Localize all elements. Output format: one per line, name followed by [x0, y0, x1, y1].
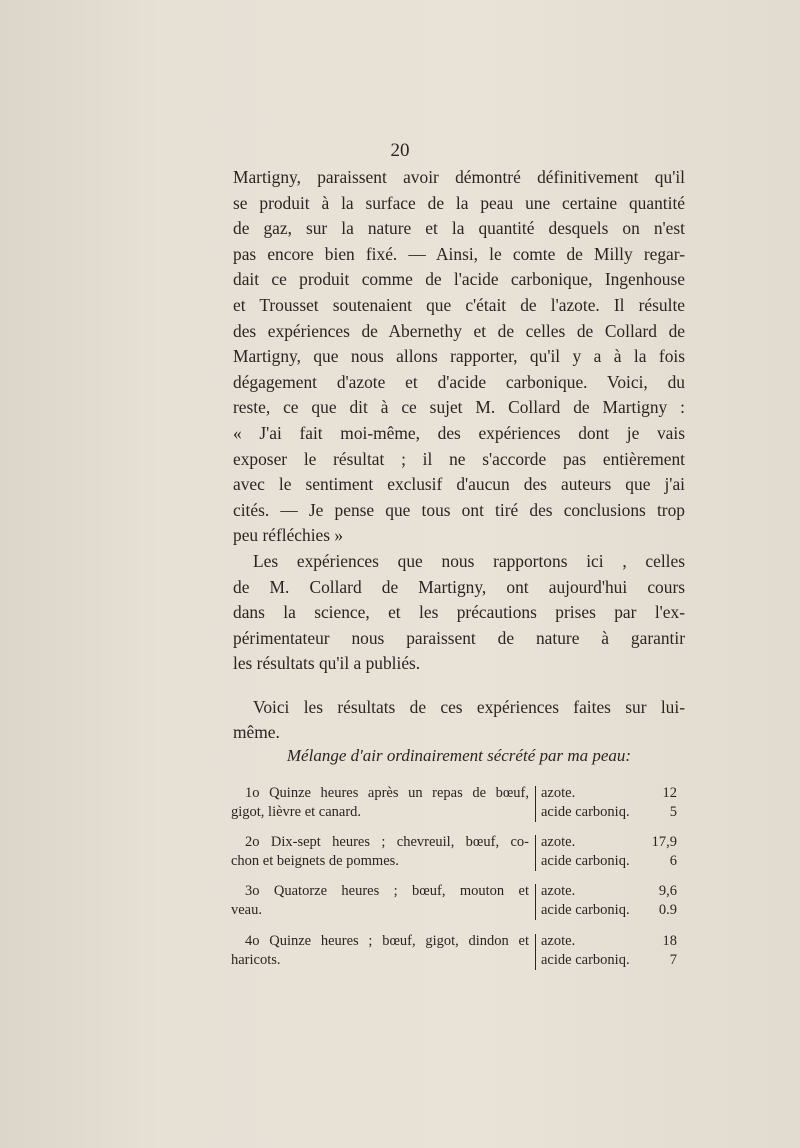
row-description — [231, 882, 529, 920]
text-line: Les expériences que nous rapportons ici , celles — [253, 550, 685, 571]
gas-value: 18 — [662, 933, 677, 949]
gas-value: 17,9 — [651, 834, 677, 850]
row-gas-values — [541, 882, 691, 920]
row-description-line2: chon et beignets de pommes. — [231, 853, 399, 869]
gas-name: azote. — [541, 883, 576, 899]
row-description — [231, 833, 529, 871]
text-line: Voici les résultats de ces expériences faites sur lui- — [253, 696, 685, 717]
paragraph-gap — [233, 677, 685, 695]
text-line: « J'ai fait moi-même, des expériences dont je vais — [233, 422, 685, 443]
table-row — [231, 784, 691, 832]
text-line: Martigny, que nous allons rapporter, qu'il y a à la fois — [233, 346, 685, 367]
row-gas-values — [541, 932, 691, 970]
row-description-line1: 1o Quinze heures après un repas de bœuf, — [245, 785, 529, 801]
text-line: même. — [233, 722, 280, 743]
text-line: dait ce produit comme de l'acide carbonique, Ingenhouse — [233, 269, 685, 290]
row-gas-values — [541, 833, 691, 871]
row-description-line1: 4o Quinze heures ; bœuf, gigot, dindon et — [245, 933, 529, 949]
gas-value: 9,6 — [658, 883, 677, 899]
gas-value: 7 — [669, 952, 677, 968]
row-description-line2: veau. — [231, 902, 262, 918]
row-bracket — [535, 884, 536, 920]
text-line: périmentateur nous paraissent de nature à garantir — [233, 627, 685, 648]
row-description-line2: gigot, lièvre et canard. — [231, 804, 362, 820]
text-line: avec le sentiment exclusif d'aucun des auteurs que j'ai — [233, 474, 685, 495]
text-line: exposer le résultat ; il ne s'accorde pas entièrement — [233, 448, 685, 469]
text-line: des expériences de Abernethy et de celles de Collard de — [233, 320, 685, 341]
text-line: Martigny, paraissent avoir démontré définitivement qu'il — [233, 167, 685, 187]
row-gas-values — [541, 784, 691, 822]
row-description — [231, 784, 529, 822]
row-description-line2: haricots. — [231, 952, 281, 968]
text-line: et Trousset soutenaient que c'était de l'azote. Il résulte — [233, 294, 685, 315]
row-bracket — [535, 786, 536, 822]
text-line: de M. Collard de Martigny, ont aujourd'hui cours — [233, 576, 685, 597]
gas-name: acide carboniq. — [541, 804, 630, 820]
table-row — [231, 882, 691, 930]
row-description-line1: 2o Dix-sept heures ; chevreuil, bœuf, co- — [245, 834, 529, 850]
gas-name: acide carboniq. — [541, 902, 630, 918]
text-line: de gaz, sur la nature et la quantité desquels on n'est — [233, 218, 685, 239]
paragraph-1 — [233, 165, 685, 549]
gas-value: 0.9 — [658, 902, 677, 918]
row-bracket — [535, 934, 536, 970]
body-text — [233, 165, 685, 746]
gas-value: 12 — [662, 785, 677, 801]
gas-name: acide carboniq. — [541, 952, 630, 968]
row-description-line1: 3o Quatorze heures ; bœuf, mouton et — [245, 883, 529, 899]
table-title: Mélange d'air ordinairement sécrété par ma peau: — [286, 746, 632, 765]
gas-name: azote. — [541, 933, 576, 949]
text-line: dans la science, et les précautions prises par l'ex- — [233, 602, 685, 623]
gas-name: azote. — [541, 834, 576, 850]
table-row — [231, 932, 691, 980]
paragraph-2 — [233, 549, 685, 575]
table-row — [231, 833, 691, 881]
gas-value: 6 — [669, 853, 677, 869]
page-number: 20 — [390, 140, 410, 161]
text-line: pas encore bien fixé. — Ainsi, le comte de Milly regar- — [233, 243, 685, 264]
text-line: les résultats qu'il a publiés. — [233, 653, 421, 674]
text-line: peu réfléchies » — [233, 525, 344, 546]
row-description — [231, 932, 529, 970]
text-line: cités. — Je pense que tous ont tiré des conclusions trop — [233, 499, 685, 520]
paragraph-3 — [233, 695, 685, 746]
paragraph-2-cont — [233, 575, 685, 677]
text-line: se produit à la surface de la peau une certaine quantité — [233, 192, 685, 213]
gas-name: azote. — [541, 785, 576, 801]
text-line: dégagement d'azote et d'acide carbonique. Voici, du — [233, 371, 685, 392]
gas-name: acide carboniq. — [541, 853, 630, 869]
row-bracket — [535, 835, 536, 871]
gas-value: 5 — [669, 804, 677, 820]
text-line: reste, ce que dit à ce sujet M. Collard de Martigny : — [233, 397, 685, 418]
